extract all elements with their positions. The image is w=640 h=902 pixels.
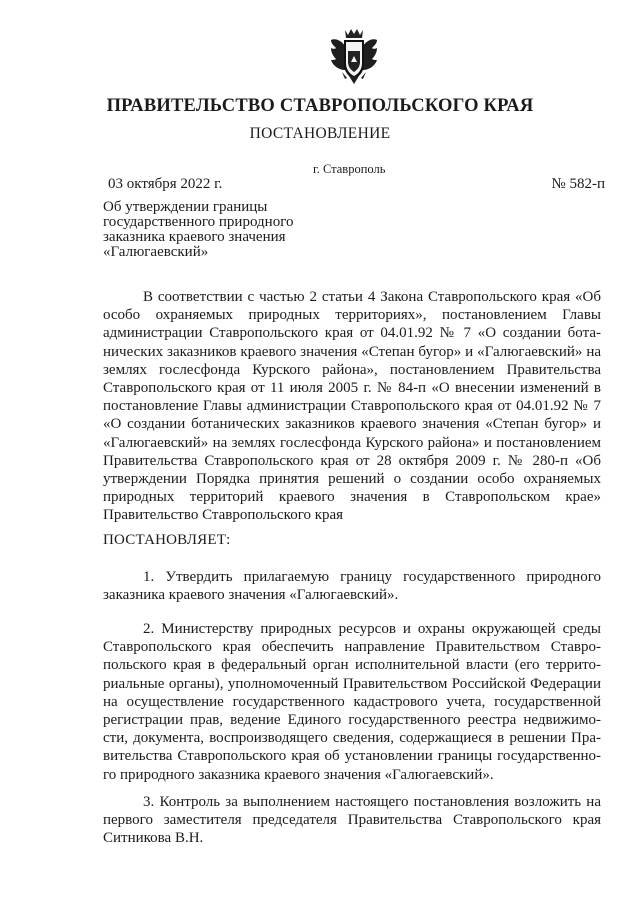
item-1-paragraph: 1. Утвердить прилагаемую границу государственного природного заказника краевого значения «Галюгаевский».: [103, 569, 601, 604]
subject-line: государственного природного: [103, 214, 294, 230]
item-3-paragraph: 3. Контроль за выполнением настоящего постановления возложить на первого заместителя председателя Правительства Ставропольского края Ситникова В.Н.: [103, 794, 601, 847]
document-number: № 582-п: [551, 176, 605, 192]
government-title: ПРАВИТЕЛЬСТВО СТАВРОПОЛЬСКОГО КРАЯ: [106, 96, 534, 116]
document-date: 03 октября 2022 г.: [108, 176, 223, 192]
subject-line: Об утверждении границы: [103, 199, 268, 215]
document-city: г. Ставрополь: [313, 162, 386, 176]
resolves-heading: ПОСТАНОВЛЯЕТ:: [103, 532, 231, 548]
subject-line: «Галюгаевский»: [103, 244, 209, 260]
document-subject: [103, 200, 363, 260]
subject-line: заказника краевого значения: [103, 229, 286, 245]
preamble-paragraph: В соответствии с частью 2 статьи 4 Закона Ставропольского края «Об особо охраняемых природных территориях», постановлением Главы администрации Ставропольского края от 04.01.92 № 7 «О создании ботанических заказников краевого значения «Степан бугор» и «Галюгаевский» на землях гослесфонда Курского района», постановлением Правительства Ставропольского края от 11 июля 2005 г. № 84-п «О внесении изменений в постановление Главы администрации Ставропольского края от 04.01.92 № 7 «О создании ботанических заказников краевого значения «Степан бугор» и «Галюгаевский» на землях гослесфонда Курского района» и постановлением Правительства Ставропольского края от 28 октября 2009 г. № 280-п «Об утверждении Порядка принятия решений о создании особо охраняемых природных территорий краевого значения в Ставропольском крае» Правительство Ставропольского края: [103, 289, 601, 524]
coat-of-arms-emblem: [329, 26, 379, 86]
item-2-paragraph: 2. Министерству природных ресурсов и охраны окружающей среды Ставропольского края обеспечить направление Правительством Ставропольского края в федеральный орган исполнительной власти (его территориальные органы), уполномоченный Правительством Российской Федерации на осуществление государственного кадастрового учета, государственной регистрации прав, ведение Единого государственного реестра недвижимости, документа, воспроизводящего сведения, содержащиеся в решении Правительства Ставропольского края об установлении границы государственного природного заказника краевого значения «Галюгаевский».: [103, 621, 601, 783]
coat-of-arms-icon: [329, 26, 379, 86]
document-type: ПОСТАНОВЛЕНИЕ: [249, 125, 391, 142]
